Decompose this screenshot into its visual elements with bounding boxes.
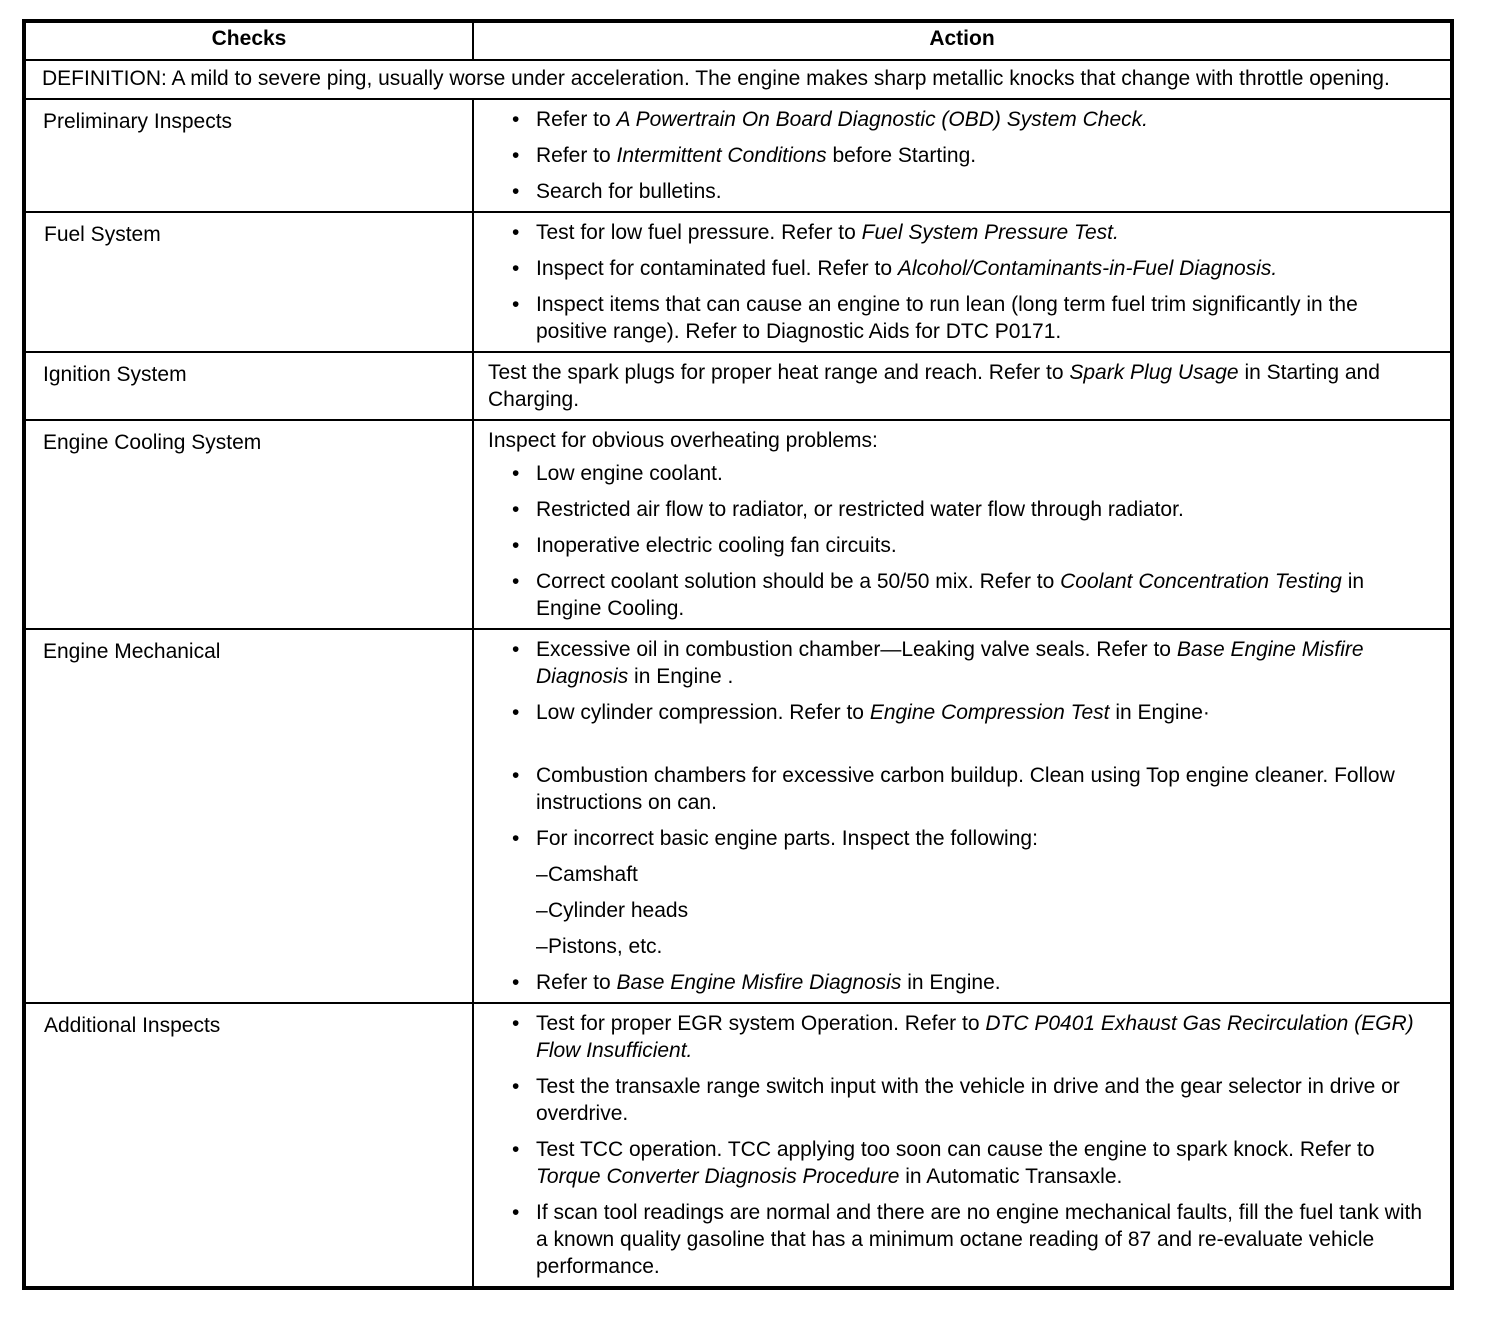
reference-link-text: Base Engine Misfire Diagnosis xyxy=(616,971,902,994)
text-segment: For incorrect basic engine parts. Inspect the following: xyxy=(536,827,1038,850)
reference-link-text: A Powertrain On Board Diagnostic (OBD) System Check. xyxy=(616,108,1148,131)
action-intro xyxy=(488,359,1434,413)
header-action: Action xyxy=(473,22,1451,60)
action-cell xyxy=(473,420,1451,629)
text-segment: Test for low fuel pressure. Refer to xyxy=(536,221,862,244)
text-segment: in Engine· xyxy=(1109,701,1210,724)
reference-link-text: DTC P0401 Exhaust Gas Recirculation (EGR) Flow Insufficient. xyxy=(536,1012,1414,1062)
table-row xyxy=(25,99,1451,212)
bullet-icon: • xyxy=(512,1075,520,1098)
check-cell: Additional Inspects xyxy=(25,1003,473,1287)
bullet-icon: • xyxy=(512,764,520,787)
bullet-icon: • xyxy=(512,570,520,593)
reference-link-text: Coolant Concentration Testing xyxy=(1060,570,1342,593)
sub-list-item xyxy=(488,897,1434,924)
bullet-icon: • xyxy=(512,971,520,994)
reference-link-text: Base Engine Misfire Diagnosis xyxy=(536,638,1364,688)
text-segment: Inspect for contaminated fuel. Refer to xyxy=(536,257,898,280)
bullet-icon: • xyxy=(512,221,520,244)
bullet-icon: • xyxy=(512,638,520,661)
list-item xyxy=(488,255,1434,282)
text-segment: Inoperative electric cooling fan circuits. xyxy=(536,534,897,557)
text-segment: If scan tool readings are normal and there are no engine mechanical faults, fill the fuel tank with a known quality gasoline that has a minimum octane reading of 87 and re-evaluate vehicle performance. xyxy=(536,1201,1423,1278)
check-cell: Preliminary Inspects xyxy=(25,99,473,212)
text-segment: before Starting. xyxy=(826,144,977,167)
diagnostic-table xyxy=(22,19,1454,1290)
text-segment: in Automatic Transaxle. xyxy=(899,1165,1123,1188)
bullet-icon: • xyxy=(512,257,520,280)
reference-link-text: Fuel System Pressure Test. xyxy=(861,221,1119,244)
list-item xyxy=(488,1199,1434,1280)
text-segment: Low engine coolant. xyxy=(536,462,723,485)
action-cell xyxy=(473,1003,1451,1287)
action-list xyxy=(488,1010,1434,1280)
text-segment: Test TCC operation. TCC applying too soon can cause the engine to spark knock. Refer to xyxy=(536,1138,1375,1161)
check-cell: Engine Mechanical xyxy=(25,629,473,1003)
list-item xyxy=(488,699,1434,726)
action-list xyxy=(488,460,1434,622)
text-segment: in Starting and Charging. xyxy=(488,361,1380,411)
reference-link-text: Engine Compression Test xyxy=(869,701,1110,724)
text-segment: Correct coolant solution should be a 50/50 mix. Refer to xyxy=(536,570,1061,593)
bullet-icon: • xyxy=(512,108,520,131)
bullet-icon: • xyxy=(512,293,520,316)
list-item xyxy=(488,1073,1434,1127)
check-cell: Ignition System xyxy=(25,352,473,420)
text-segment: Refer to xyxy=(536,144,617,167)
action-intro xyxy=(488,427,1434,454)
list-item xyxy=(488,1010,1434,1064)
header-checks: Checks xyxy=(25,22,473,60)
bullet-icon: • xyxy=(512,498,520,521)
table-row xyxy=(25,1003,1451,1287)
action-cell xyxy=(473,629,1451,1003)
text-segment: Refer to xyxy=(536,108,617,131)
table-row xyxy=(25,629,1451,1003)
text-segment: Test for proper EGR system Operation. Refer to xyxy=(536,1012,986,1035)
list-item xyxy=(488,568,1434,622)
sub-list-item xyxy=(488,861,1434,888)
dash-icon: – xyxy=(536,899,548,922)
text-segment: Test the transaxle range switch input with the vehicle in drive and the gear selector in drive or overdrive. xyxy=(536,1075,1400,1125)
list-item xyxy=(488,762,1434,816)
text-segment: Combustion chambers for excessive carbon buildup. Clean using Top engine cleaner. Follow instructions on can. xyxy=(536,764,1395,814)
bullet-icon: • xyxy=(512,462,520,485)
text-segment: Low cylinder compression. Refer to xyxy=(536,701,870,724)
list-item xyxy=(488,460,1434,487)
bullet-icon: • xyxy=(512,534,520,557)
text-segment: Inspect items that can cause an engine to run lean (long term fuel trim significantly in the positive range). Refer to Diagnostic Aids for DTC P0171. xyxy=(536,293,1358,343)
list-item xyxy=(488,1136,1434,1190)
text-segment: Inspect for obvious overheating problems: xyxy=(488,429,878,452)
reference-link-text: Alcohol/Contaminants-in-Fuel Diagnosis. xyxy=(897,257,1278,280)
action-list xyxy=(488,636,1434,996)
text-segment: Search for bulletins. xyxy=(536,180,722,203)
table-row xyxy=(25,352,1451,420)
list-item xyxy=(488,825,1434,852)
definition-text: DEFINITION: A mild to severe ping, usually worse under acceleration. The engine makes sharp metallic knocks that change with throttle opening. xyxy=(25,60,1451,99)
list-item xyxy=(488,219,1434,246)
table-row xyxy=(25,212,1451,352)
action-list xyxy=(488,106,1434,205)
list-item xyxy=(488,532,1434,559)
text-segment: Excessive oil in combustion chamber—Leaking valve seals. Refer to xyxy=(536,638,1177,661)
bullet-icon: • xyxy=(512,1012,520,1035)
bullet-icon: • xyxy=(512,1201,520,1224)
bullet-icon: • xyxy=(512,827,520,850)
text-segment: in Engine . xyxy=(628,665,734,688)
text-segment: in Engine Cooling. xyxy=(536,570,1365,620)
sub-list-item xyxy=(488,933,1434,960)
text-segment: Restricted air flow to radiator, or restricted water flow through radiator. xyxy=(536,498,1184,521)
dash-icon: – xyxy=(536,935,548,958)
list-item xyxy=(488,291,1434,345)
check-cell: Engine Cooling System xyxy=(25,420,473,629)
text-segment: Pistons, etc. xyxy=(548,935,663,958)
text-segment: in Engine. xyxy=(901,971,1001,994)
text-segment: Test the spark plugs for proper heat range and reach. Refer to xyxy=(488,361,1070,384)
table-header-row xyxy=(25,22,1451,60)
bullet-icon: • xyxy=(512,701,520,724)
text-segment: Refer to xyxy=(536,971,617,994)
check-cell: Fuel System xyxy=(25,212,473,352)
definition-row xyxy=(25,60,1451,99)
reference-link-text: Intermittent Conditions xyxy=(616,144,827,167)
list-item xyxy=(488,496,1434,523)
list-item xyxy=(488,106,1434,133)
list-item xyxy=(488,142,1434,169)
bullet-icon: • xyxy=(512,1138,520,1161)
list-item xyxy=(488,178,1434,205)
reference-link-text: Spark Plug Usage xyxy=(1069,361,1239,384)
list-item xyxy=(488,969,1434,996)
text-segment: Camshaft xyxy=(548,863,638,886)
action-cell xyxy=(473,212,1451,352)
bullet-icon: • xyxy=(512,180,520,203)
dash-icon: – xyxy=(536,863,548,886)
text-segment: Cylinder heads xyxy=(548,899,689,922)
table-row xyxy=(25,420,1451,629)
action-list xyxy=(488,219,1434,345)
action-cell xyxy=(473,352,1451,420)
bullet-icon: • xyxy=(512,144,520,167)
action-cell xyxy=(473,99,1451,212)
list-item xyxy=(488,636,1434,690)
reference-link-text: Torque Converter Diagnosis Procedure xyxy=(536,1165,900,1188)
